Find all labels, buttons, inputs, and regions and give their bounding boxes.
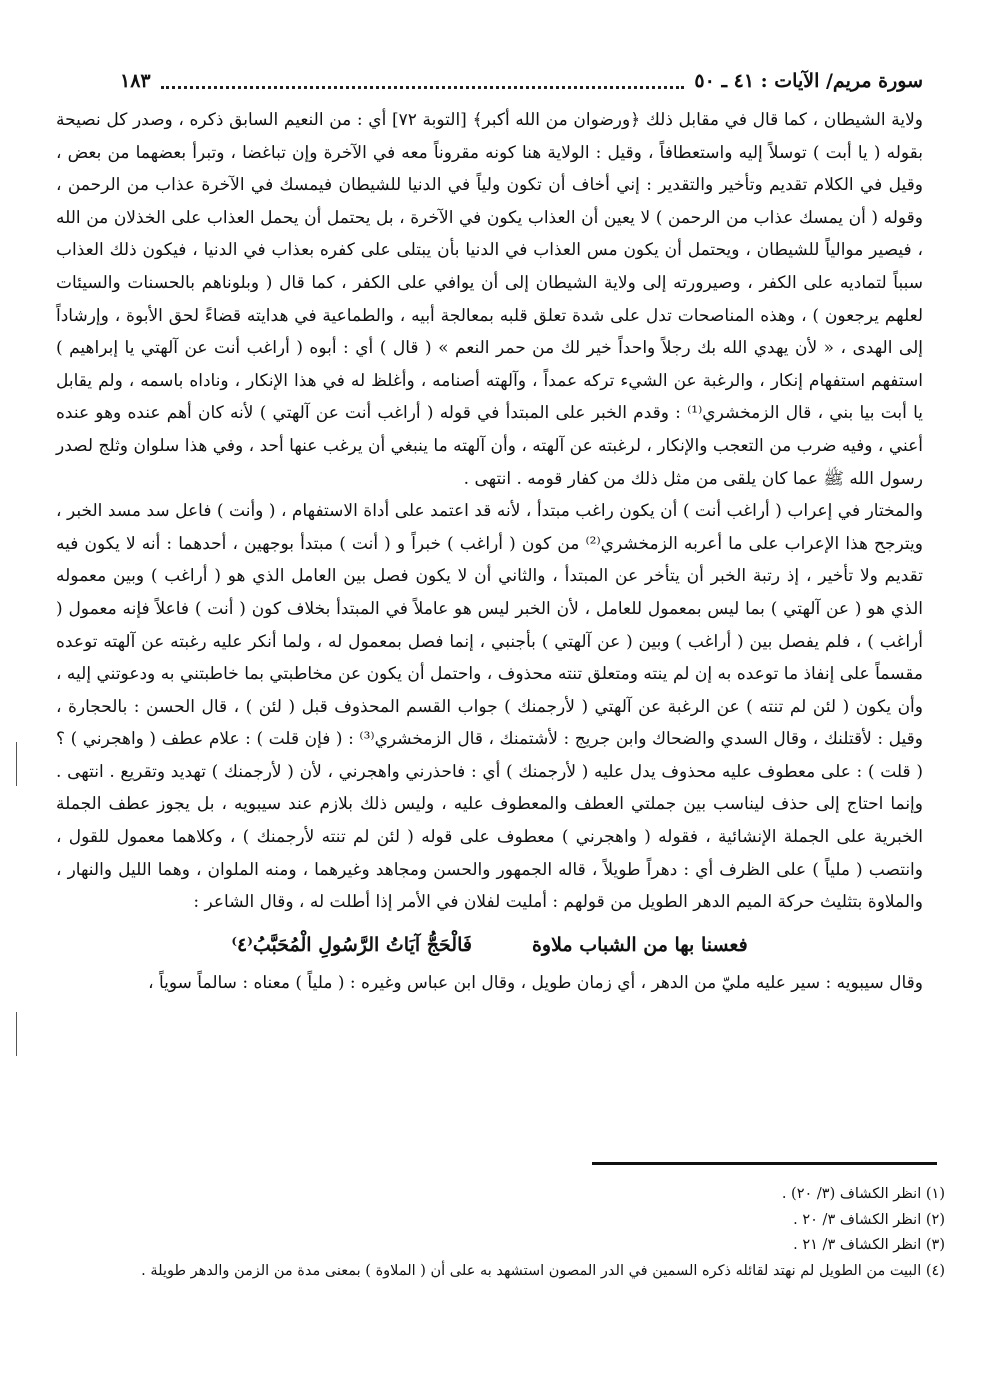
footnote-2: (٢) انظر الكشاف ٣/ ٢٠ . <box>793 1211 945 1228</box>
paragraph-2: والمختار في إعراب ( أراغب أنت ) أن يكون راغب مبتدأ ، لأنه قد اعتمد على أداة الاستفهام ، ( وأنت ) فاعل سد مسد الخبر ، ويترجح هذا الإعراب على ما أعربه الزمخشري⁽²⁾ من كون ( أراغب ) خبراً و ( أنت ) مبتدأ بوجهين ، أحدهما : أنه لا يكون فيه تقديم ولا تأخير ، إذ رتبة الخبر أن يتأخر عن المبتدأ ، والثاني أن لا يكون فصل بين العامل الذي هو ( أراغب ) وبين معموله الذي هو ( عن آلهتي ) بما ليس بمعمول للعامل ، لأن الخبر ليس هو عاملاً في المبتدأ بخلاف كون ( أنت ) فاعلاً فإنه معمول ( أراغب ) ، فلم يفصل بين ( أراغب ) وبين ( عن آلهتي ) بأجنبي ، إنما فصل بمعمول له ، ولما أنكر عليه رغبته عن آلهته توعده مقسماً على إنفاذ ما توعده به إن لم ينته ومتعلق تنته محذوف ، واحتمل أن يكون عن مخاطبتي بما خاطبتني به ودعوتني إليه ، وأن يكون ( لئن لم تنته ) عن الرغبة عن آلهتي ( لأرجمنك ) جواب القسم المحذوف قبل ( لئن ) ، قال الحسن : بالحجارة ، وقيل : لأقتلنك ، وقال السدي والضحاك وابن جريج : لأشتمنك ، قال الزمخشري⁽³⁾ : ( فإن قلت ) : علام عطف ( واهجرني ) ؟ ( قلت ) : على معطوف عليه محذوف يدل عليه ( لأرجمنك ) أي : فاحذرني واهجرني ، لأن ( لأرجمنك ) تهديد وتقريع . انتهى . وإنما احتاج إلى حذف ليناسب بين جملتي العطف والمعطوف عليه ، وليس ذلك بلازم عند سيبويه ، بل يجوز عطف الجملة الخبرية على الجملة الإنشائية ، فقوله ( واهجرني ) معطوف على قوله ( لئن لم تنته لأرجمنك ) ، وكلاهما معمول للقول ، وانتصب ( ملياً ) على الظرف أي : دهراً طويلاً ، قاله الجمهور والحسن ومجاهد وغيرهما ، ومنه الملوان ، وهما الليل والنهار ، والملاوة بتثليث حركة الميم الدهر الطويل من قولهم : أمليت لفلان في الأمر إذا أطلت له ، وقال الشاعر : <box>56 501 924 913</box>
poem-second-hemistich: فَالْحَجُّ آيَاتُ الرَّسُولِ الْمُحَبَّبُ⁽٤⁾ <box>231 933 472 956</box>
margin-mark <box>16 1012 17 1056</box>
running-title: سورة مريم/ الآيات : ٤١ ـ ٥٠ <box>694 70 923 92</box>
page-number: ١٨٣ <box>120 70 151 92</box>
footnote-3: (٣) انظر الكشاف ٣/ ٢١ . <box>793 1237 945 1253</box>
main-text <box>56 104 923 999</box>
footnote-1: (١) انظر الكشاف (٣/ ٢٠) . <box>781 1186 945 1202</box>
header-dotted-leader <box>161 74 685 89</box>
paragraph-1: ولاية الشيطان ، كما قال في مقابل ذلك ﴿ورضوان من الله أكبر﴾ [التوبة ٧٢] أي : من النعيم السابق ذكره ، وصدر كل نصيحة بقوله ( يا أبت ) توسلاً إليه واستعطافاً ، وقيل : الولاية هنا كونه مقروناً معه في الآخرة وإن تباغضا ، وتبرأ بعضهما من بعض ، وقيل في الكلام تقديم وتأخير والتقدير : إني أخاف أن تكون ولياً في الدنيا للشيطان فيمسك في الآخرة عذاب من الرحمن ، وقوله ( أن يمسك عذاب من الرحمن ) لا يعين أن العذاب يكون في الآخرة ، بل يحتمل أن يحمل العذاب على الخذلان من الله ، فيصير موالياً للشيطان ، ويحتمل أن يكون مس العذاب في الدنيا بأن يبتلى على كفره بعذاب في الدنيا ، فيكون ذلك العذاب سبباً لتماديه على الكفر ، وصيرورته إلى ولاية الشيطان إلى أن يوافي على الكفر ، كما قال ( وبلوناهم بالحسنات والسيئات لعلهم يرجعون ) ، وهذه المناصحات تدل على شدة تعلق قلبه بمعالجة أبيه ، والطماعية في هدايته قضاءً لحق الأبوة ، وإرشاداً إلى الهدى ، « لأن يهدي الله بك رجلاً واحداً خير لك من حمر النعم » ( قال ) أي : أبوه ( أراغب أنت عن آلهتي يا إبراهيم ) استفهم استفهام إنكار ، والرغبة عن الشيء تركه عمداً ، وآلهته أصنامه ، وأغلظ له في هذا الإنكار ، وناداه باسمه ، ولم يقابل يا أبت بيا بني ، قال الزمخشري⁽¹⁾ : وقدم الخبر على المبتدأ في قوله ( أراغب أنت عن آلهتي ) لأنه كان أهم عنده وهو عنده أعني ، وفيه ضرب من التعجب والإنكار ، لرغبته عن آلهته ، وأن آلهته ما ينبغي أن يرغب عنها أحد ، وفي هذا سلوان وثلج لصدر رسول الله ﷺ عما كان يلقى من مثل ذلك من كفار قومه . انتهى . <box>56 110 924 489</box>
footnote-separator <box>592 1162 937 1165</box>
paragraph-after-poem: وقال سيبويه : سير عليه مليّ من الدهر ، أي زمان طويل ، وقال ابن عباس وغيره : ( ملياً ) معناه : سالماً سوياً ، <box>148 972 923 993</box>
footnote-4: (٤) البيت من الطويل لم نهتد لقائله ذكره السمين في الدر المصون استشهد به على أن ( الملاوة ) بمعنى مدة من الزمن والدهر طويلة . <box>141 1262 945 1279</box>
footnotes <box>60 1182 945 1284</box>
poem-first-hemistich: فعسنا بها من الشباب ملاوة <box>531 933 748 956</box>
poem-verse <box>56 923 923 967</box>
margin-mark <box>16 742 17 786</box>
page-header <box>120 64 923 98</box>
